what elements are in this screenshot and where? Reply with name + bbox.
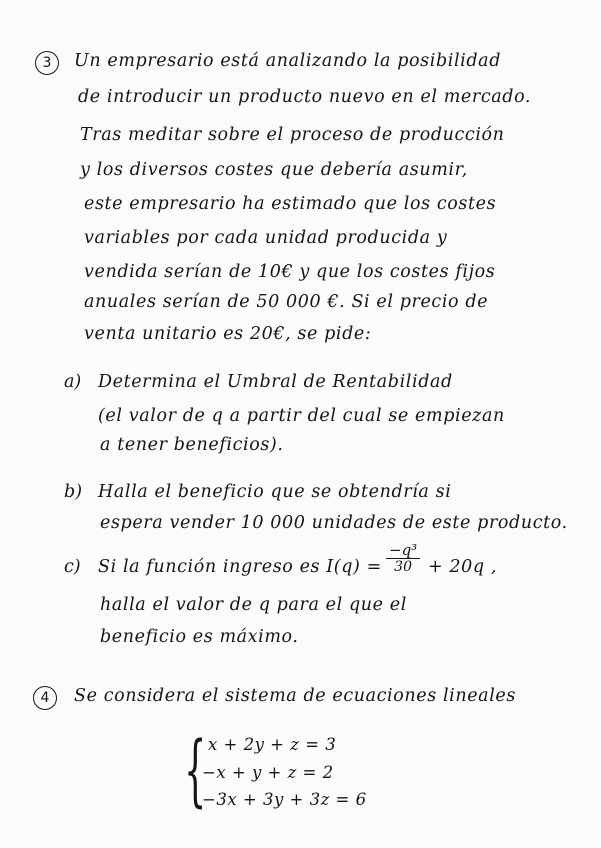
equation-system xyxy=(184,726,367,816)
equation-3: −3x + 3y + 3z = 6 xyxy=(202,790,367,809)
equation-2: −x + y + z = 2 xyxy=(202,763,334,782)
problem-4-number: 4 xyxy=(33,686,57,710)
fraction-numerator: −q³ xyxy=(386,542,420,559)
part-c-line-1-prefix: Si la función ingreso es I(q) = xyxy=(98,557,382,577)
part-a-line-3: a tener beneficios). xyxy=(100,435,284,455)
problem-4-intro: Se considera el sistema de ecuaciones lineales xyxy=(74,686,516,706)
part-a-line-2: (el valor de q a partir del cual se empiezan xyxy=(98,406,505,426)
problem-3-line-4: y los diversos costes que debería asumir, xyxy=(80,160,468,180)
problem-3-line-1: Un empresario está analizando la posibilidad xyxy=(74,51,501,71)
part-b-label: b) xyxy=(64,482,83,502)
problem-3-line-2: de introducir un producto nuevo en el mercado. xyxy=(78,87,532,107)
part-b-line-1: Halla el beneficio que se obtendría si xyxy=(98,482,452,502)
revenue-fraction xyxy=(386,542,420,575)
fraction-denominator: 30 xyxy=(394,559,412,575)
problem-3-number: 3 xyxy=(35,51,59,75)
problem-3-line-5: este empresario ha estimado que los costes xyxy=(84,194,497,214)
part-a-label: a) xyxy=(64,372,82,392)
problem-3-line-9: venta unitario es 20€, se pide: xyxy=(84,324,372,344)
part-a-line-1: Determina el Umbral de Rentabilidad xyxy=(98,372,453,392)
problem-3-line-8: anuales serían de 50 000 €. Si el precio de xyxy=(84,292,489,312)
part-c-label: c) xyxy=(64,557,81,577)
problem-3-line-6: variables por cada unidad producida y xyxy=(84,228,448,248)
system-brace: { xyxy=(184,726,207,816)
problem-3-line-3: Tras meditar sobre el proceso de producción xyxy=(80,125,505,145)
part-c-line-2: halla el valor de q para el que el xyxy=(100,595,407,615)
problem-3-line-7: vendida serían de 10€ y que los costes fijos xyxy=(84,262,496,282)
part-c-line-3: beneficio es máximo. xyxy=(100,627,299,647)
equation-1: x + 2y + z = 3 xyxy=(208,735,337,754)
part-b-line-2: espera vender 10 000 unidades de este producto. xyxy=(100,513,568,533)
part-c-line-1-suffix: + 20q , xyxy=(428,557,498,577)
